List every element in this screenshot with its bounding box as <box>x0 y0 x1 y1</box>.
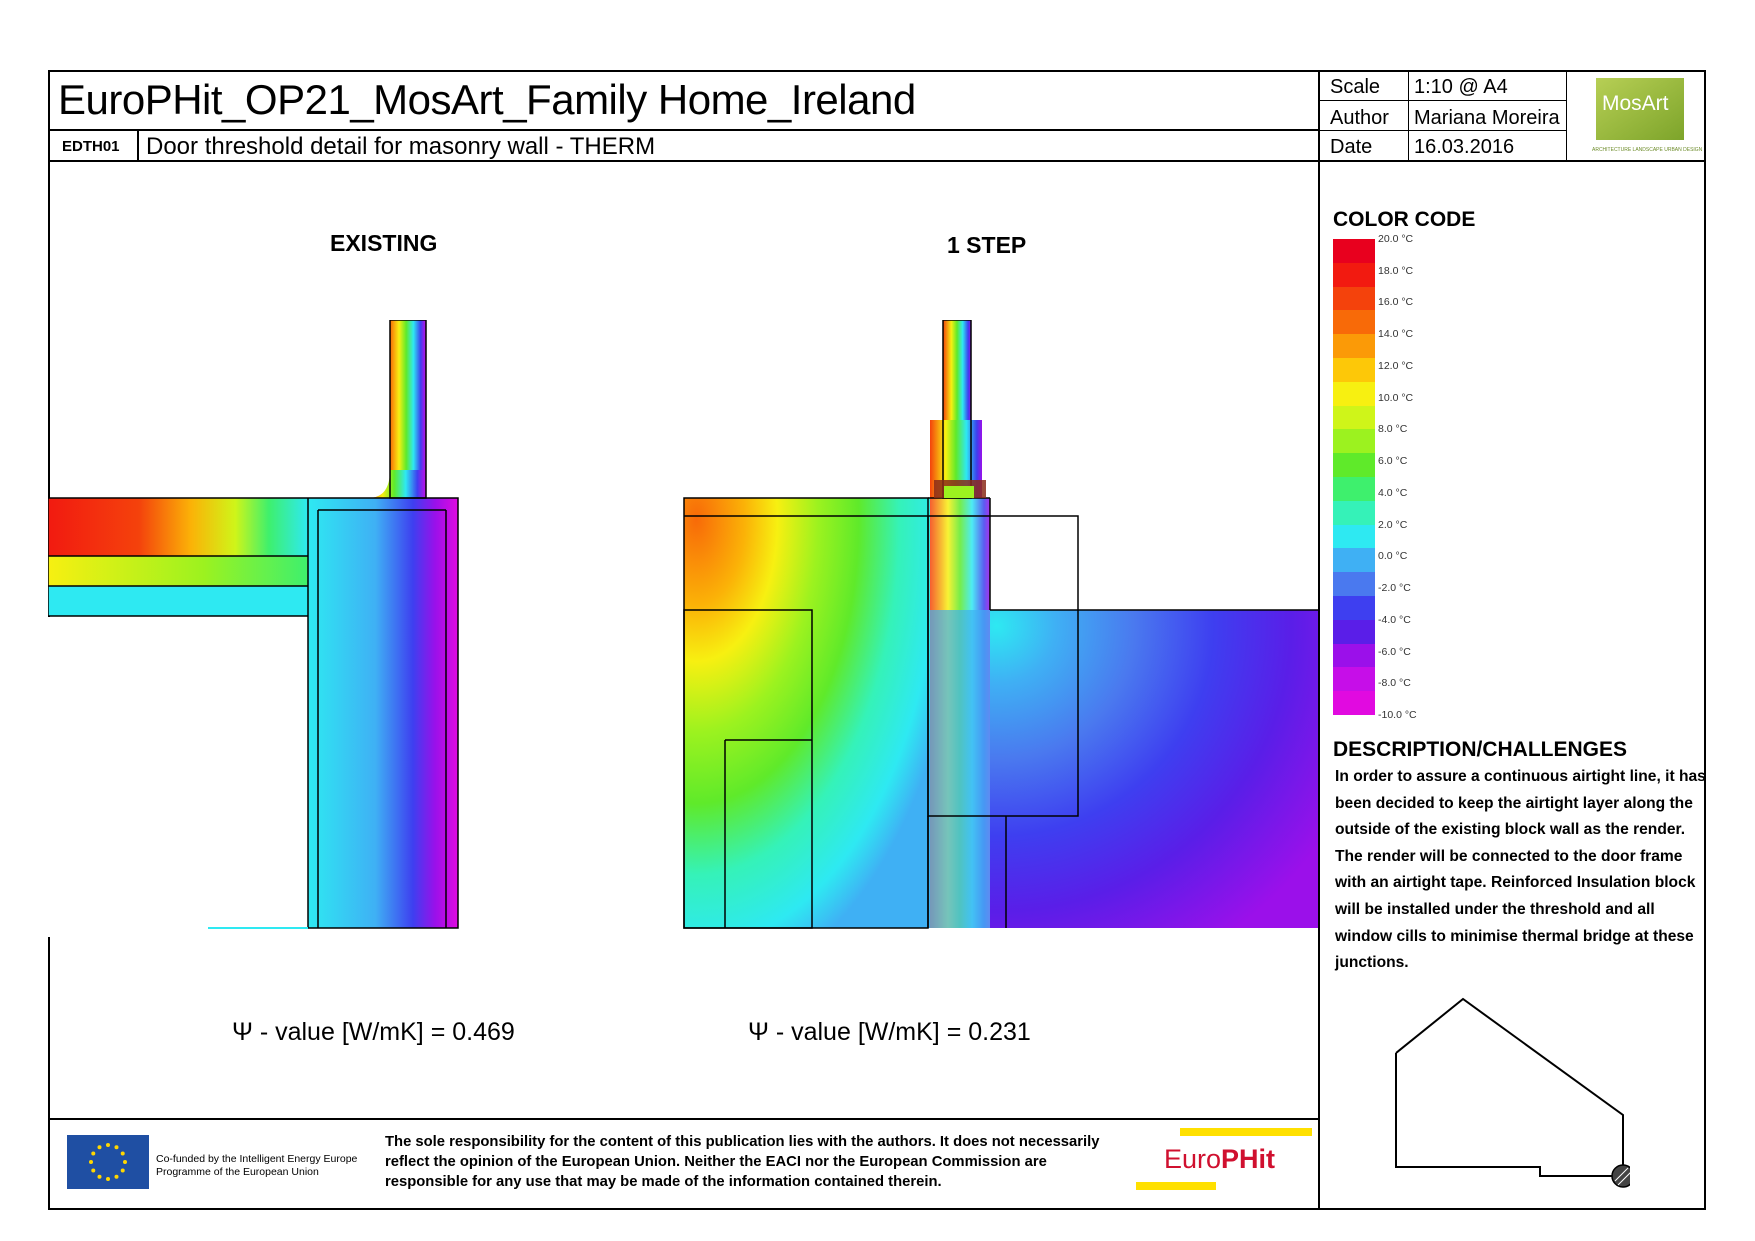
eu-star <box>98 1145 102 1149</box>
step-label: 1 STEP <box>947 232 1027 258</box>
footer-top-line <box>48 1118 1318 1120</box>
color-code-swatch <box>1333 263 1375 287</box>
logo-divider <box>1566 70 1567 160</box>
color-code-swatch <box>1333 644 1375 668</box>
existing-psi-value: Ψ - value [W/mK] = 0.469 <box>232 1018 515 1046</box>
europhit-logo-prefix: Euro <box>1164 1144 1222 1174</box>
color-code-swatch <box>1333 358 1375 382</box>
existing-label: EXISTING <box>330 230 438 256</box>
color-code-swatch <box>1333 453 1375 477</box>
eu-flag <box>67 1135 149 1189</box>
color-code-label: 8.0 °C <box>1378 423 1408 436</box>
color-code-swatch <box>1333 310 1375 334</box>
color-code-label: 14.0 °C <box>1378 328 1414 341</box>
meta-row-1 <box>1318 100 1566 101</box>
thermal-drawings <box>48 320 1318 940</box>
color-code-label: 10.0 °C <box>1378 391 1414 404</box>
disclaimer-text: The sole responsibility for the content of this publication lies with the authors. It does not necessarily reflect the opinion of the European Union. Neither the EACI nor the European Commission are responsible for any use that may be made of the information contained therein. <box>385 1134 1100 1190</box>
color-code-labels <box>1378 233 1458 723</box>
step-thermal-image <box>684 320 1318 928</box>
drawing-code: EDTH01 <box>62 138 120 155</box>
meta-divider <box>1408 70 1409 160</box>
scale-value: 1:10 @ A4 <box>1414 76 1508 98</box>
color-code-label: 18.0 °C <box>1378 264 1414 277</box>
color-code-swatch <box>1333 382 1375 406</box>
color-code-swatch <box>1333 572 1375 596</box>
description-title: DESCRIPTION/CHALLENGES <box>1333 738 1628 761</box>
color-code-swatch <box>1333 406 1375 430</box>
step-psi-value: Ψ - value [W/mK] = 0.231 <box>748 1018 1031 1046</box>
color-code-swatch <box>1333 525 1375 549</box>
meta-row-2 <box>1318 130 1566 131</box>
color-code-swatch <box>1333 596 1375 620</box>
color-code-label: 16.0 °C <box>1378 296 1414 309</box>
eu-star <box>106 1177 110 1181</box>
color-code-label: 12.0 °C <box>1378 359 1414 372</box>
cofund-text: Co-funded by the Intelligent Energy Europe Programme of the European Union <box>156 1153 358 1178</box>
page-title: EuroPHit_OP21_MosArt_Family Home_Ireland <box>58 76 916 123</box>
color-code-bar <box>1333 239 1375 715</box>
code-divider <box>137 129 139 161</box>
color-code-swatch <box>1333 667 1375 691</box>
color-code-label: 2.0 °C <box>1378 518 1408 531</box>
color-code-label: -4.0 °C <box>1378 613 1411 626</box>
eu-star <box>98 1175 102 1179</box>
eu-star <box>123 1160 127 1164</box>
europhit-logo <box>1136 1126 1314 1198</box>
mosart-logo-text: MosArt <box>1602 92 1669 115</box>
color-code-swatch <box>1333 548 1375 572</box>
color-code-label: -10.0 °C <box>1378 709 1417 721</box>
description-text: In order to assure a continuous airtight line, it has been decided to keep the airtight layer along the outside of the existing block wall as the render. The render will be connected to the door frame with an airtight tape. Reinforced Insulation block will be installed under the threshold and all window cills to minimise thermal bridge at these junctions. <box>1335 768 1706 972</box>
eu-star <box>91 1169 95 1173</box>
color-code-swatch <box>1333 429 1375 453</box>
color-code-swatch <box>1333 477 1375 501</box>
eu-star <box>115 1175 119 1179</box>
color-code-label: 0.0 °C <box>1378 550 1408 563</box>
date-label: Date <box>1330 136 1373 158</box>
scale-label: Scale <box>1330 76 1381 98</box>
author-value: Mariana Moreira <box>1414 107 1560 129</box>
eu-star <box>121 1152 125 1156</box>
header-divider <box>48 129 1318 131</box>
color-code-swatch <box>1333 691 1375 715</box>
color-code-label: 6.0 °C <box>1378 455 1408 468</box>
color-code-label: -8.0 °C <box>1378 677 1411 690</box>
color-code-label: 20.0 °C <box>1378 233 1414 245</box>
color-code-swatch <box>1333 501 1375 525</box>
author-label: Author <box>1330 107 1389 129</box>
eu-star <box>91 1152 95 1156</box>
color-code-label: 4.0 °C <box>1378 486 1408 499</box>
eu-star <box>89 1160 93 1164</box>
color-code-swatch <box>1333 239 1375 263</box>
color-code-swatch <box>1333 620 1375 644</box>
color-code-title: COLOR CODE <box>1333 208 1476 231</box>
date-value: 16.03.2016 <box>1414 136 1515 158</box>
eu-star <box>106 1143 110 1147</box>
eu-star <box>115 1145 119 1149</box>
mosart-logo-tagline: ARCHITECTURE LANDSCAPE URBAN DESIGN <box>1592 147 1703 153</box>
color-code-label: -6.0 °C <box>1378 645 1411 658</box>
drawing-subtitle: Door threshold detail for masonry wall - THERM <box>146 133 656 160</box>
key-plan-diagram <box>1390 995 1630 1190</box>
sidebar-divider <box>1318 70 1320 1210</box>
europhit-logo-suffix: PHit <box>1221 1144 1276 1174</box>
color-code-label: -2.0 °C <box>1378 582 1411 595</box>
color-code-swatch <box>1333 334 1375 358</box>
mosart-logo <box>1596 78 1684 140</box>
existing-thermal-image <box>48 320 458 937</box>
eu-star <box>121 1169 125 1173</box>
color-code-swatch <box>1333 287 1375 311</box>
